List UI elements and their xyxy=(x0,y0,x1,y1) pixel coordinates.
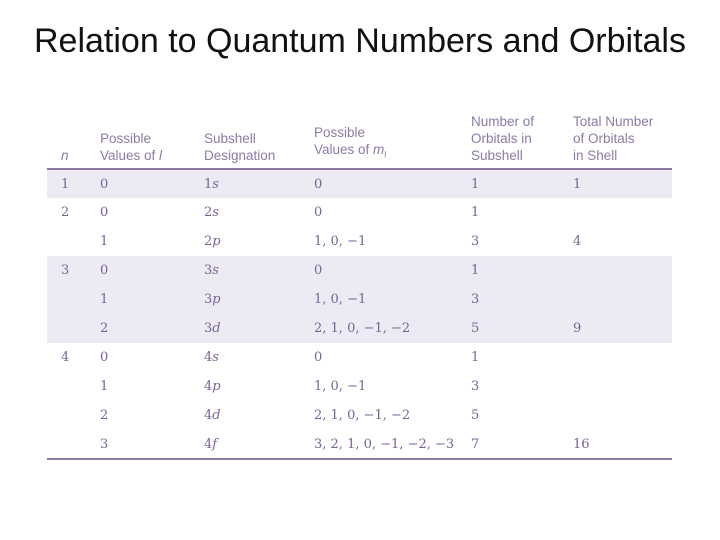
header-l: Possible Values of l xyxy=(100,131,163,163)
table-header xyxy=(47,107,672,169)
header-n: n xyxy=(61,148,69,163)
cell-l: 2 xyxy=(100,314,204,343)
cell-subshell: 4s xyxy=(204,350,219,365)
cell-ml: 0 xyxy=(314,256,471,285)
cell-l: 1 xyxy=(100,285,204,314)
cell-orbitals-in-shell xyxy=(573,285,672,314)
cell-l: 1 xyxy=(100,379,109,394)
cell-orbitals-in-shell xyxy=(573,343,672,372)
table-row xyxy=(47,198,672,227)
cell-subshell: 3d xyxy=(204,314,314,343)
table-row xyxy=(47,227,672,256)
cell-orbitals-in-subshell: 1 xyxy=(471,256,573,285)
cell-orbitals-in-shell xyxy=(573,401,672,430)
cell-ml: 1, 0, −1 xyxy=(314,379,367,394)
cell-subshell: 4f xyxy=(204,436,218,452)
cell-subshell: 3s xyxy=(204,256,314,285)
cell-orbitals-in-subshell: 1 xyxy=(471,205,480,220)
cell-orbitals-in-shell: 16 xyxy=(573,436,590,452)
cell-n xyxy=(47,314,100,343)
header-subshell: Subshell Designation xyxy=(204,131,276,163)
cell-ml: 0 xyxy=(314,205,323,220)
cell-orbitals-in-shell: 1 xyxy=(573,169,672,198)
cell-n: 3 xyxy=(47,256,100,285)
table-row xyxy=(47,343,672,372)
table-row xyxy=(47,430,672,459)
cell-orbitals-in-subshell: 3 xyxy=(471,379,480,394)
cell-orbitals-in-subshell: 1 xyxy=(471,350,480,365)
table-row xyxy=(47,169,672,198)
cell-orbitals-in-shell: 4 xyxy=(573,234,582,249)
cell-n xyxy=(47,430,100,459)
cell-orbitals-in-subshell: 3 xyxy=(471,285,573,314)
cell-n xyxy=(47,372,100,401)
cell-subshell: 2s xyxy=(204,205,219,220)
table-row xyxy=(47,372,672,401)
cell-orbitals-in-shell xyxy=(573,256,672,285)
cell-l: 0 xyxy=(100,350,109,365)
cell-orbitals-in-subshell: 5 xyxy=(471,314,573,343)
cell-l: 3 xyxy=(100,436,109,452)
slide-title: Relation to Quantum Numbers and Orbitals xyxy=(34,22,686,60)
cell-l: 0 xyxy=(100,256,204,285)
cell-n xyxy=(47,401,100,430)
cell-orbitals-in-shell xyxy=(573,372,672,401)
cell-ml: 0 xyxy=(314,169,471,198)
cell-n xyxy=(47,285,100,314)
cell-ml: 1, 0, −1 xyxy=(314,285,471,314)
cell-ml: 2, 1, 0, −1, −2 xyxy=(314,408,411,423)
cell-subshell: 4d xyxy=(204,408,221,423)
cell-n: 4 xyxy=(61,350,70,365)
cell-ml: 2, 1, 0, −1, −2 xyxy=(314,314,471,343)
table-row xyxy=(47,256,672,285)
cell-l: 2 xyxy=(100,408,109,423)
header-orbitals-in-subshell: Number of Orbitals in Subshell xyxy=(471,114,535,163)
cell-l: 0 xyxy=(100,169,204,198)
cell-orbitals-in-shell xyxy=(573,198,672,227)
cell-l: 0 xyxy=(100,205,109,220)
table-row xyxy=(47,285,672,314)
header-ml: Possible Values of $m_l$ xyxy=(314,125,387,160)
cell-n xyxy=(47,227,100,256)
cell-orbitals-in-subshell: 1 xyxy=(471,169,573,198)
cell-orbitals-in-shell: 9 xyxy=(573,314,672,343)
quantum-numbers-table xyxy=(47,107,672,460)
cell-n: 2 xyxy=(61,205,70,220)
cell-orbitals-in-subshell: 3 xyxy=(471,234,480,249)
cell-n: 1 xyxy=(47,169,100,198)
cell-subshell: 4p xyxy=(204,379,221,394)
cell-l: 1 xyxy=(100,234,109,249)
header-orbitals-in-shell: Total Number of Orbitals in Shell xyxy=(573,114,654,163)
cell-ml: 0 xyxy=(314,350,323,365)
table-row xyxy=(47,314,672,343)
cell-ml: 1, 0, −1 xyxy=(314,234,367,249)
cell-orbitals-in-subshell: 5 xyxy=(471,408,480,423)
table-row xyxy=(47,401,672,430)
cell-subshell: 3p xyxy=(204,285,314,314)
cell-subshell: 1s xyxy=(204,169,314,198)
cell-subshell: 2p xyxy=(204,234,221,249)
table-body xyxy=(47,169,672,459)
cell-ml: 3, 2, 1, 0, −1, −2, −3 xyxy=(314,436,455,452)
cell-orbitals-in-subshell: 7 xyxy=(471,436,480,452)
header-row xyxy=(47,107,672,169)
